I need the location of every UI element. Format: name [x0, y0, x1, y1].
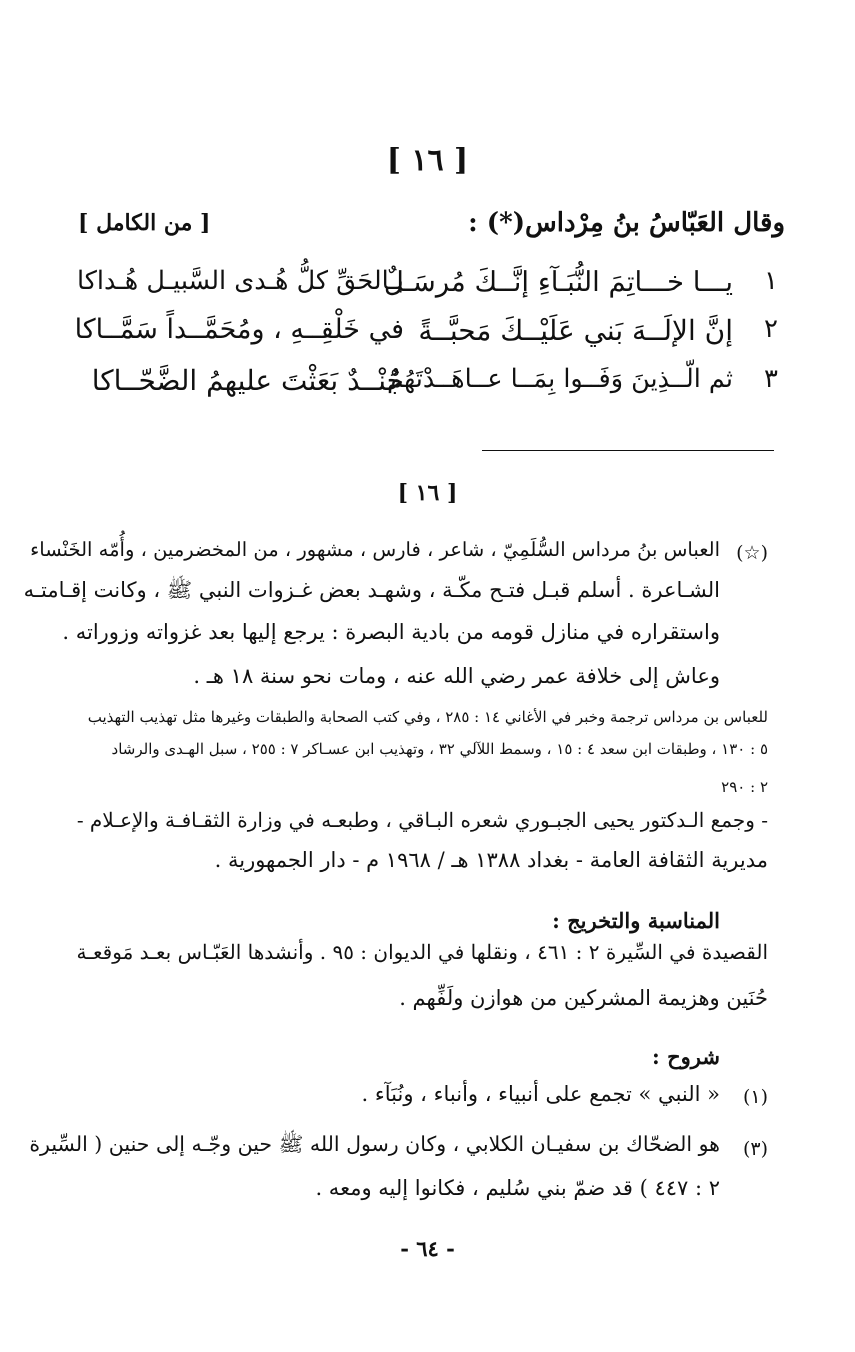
commentary-marker: (١) [742, 1086, 768, 1108]
collection-line: مديرية الثقافة العامة - بغداد ١٣٨٨ هـ / ١٩٦٨ م - دار الجمهورية . [214, 848, 768, 872]
verse-second-hemistich: في خَلْقِــهِ ، ومُحَمَّــداً سَمَّــاكا [74, 314, 404, 345]
occasion-line: حُنَين وهزيمة المشركين من هوازن ولَفِّهم . [399, 986, 768, 1010]
footnote-line: وعاش إلى خلافة عمر رضي الله عنه ، ومات نحو سنة ١٨ هـ . [193, 664, 720, 688]
verse-second-hemistich: بـالحَقِّ كلُّ هُـدى السَّبيـل هُـداكا [76, 266, 404, 296]
commentary-line: هو الضحّاك بن سفيـان الكلابي ، وكان رسول الله ﷺ حين وجّـه إلى حنين ( السِّيرة [29, 1132, 720, 1156]
notes-section [23, 530, 768, 1230]
footnote-marker: (☆) [736, 542, 768, 564]
footnote-line: العباس بنُ مرداس السُّلَمِيّ ، شاعر ، فارس ، مشهور ، من المخضرمين ، وأُمّه الخَنْساء [30, 538, 720, 561]
poem-intro: وقال العَبّاسُ بنُ مِرْداس(*) : [468, 208, 785, 238]
commentary-heading: شروح : [652, 1044, 720, 1069]
commentary-marker: (٣) [742, 1138, 768, 1160]
poem-number: [ ١٦ ] [386, 143, 469, 178]
verse-first-hemistich: ثم الّــذِينَ وَفَــوا بِمَــا عــاهَــدْتَهُمْ [387, 364, 733, 394]
meter-label: [ من الكامل ] [78, 210, 211, 236]
footnote-line: الشـاعرة . أسلم قبـل فتـح مكّـة ، وشهـد بعض غـزوات النبي ﷺ ، وكانت إقـامتـه [23, 578, 720, 602]
verse-second-hemistich: جُنْــدٌ بَعَثْتَ عليهمُ الضَّحّــاكا [91, 364, 404, 397]
footnote-separator [482, 450, 774, 451]
notes-poem-number: [ ١٦ ] [397, 480, 458, 506]
verse-number: ٢ [764, 314, 778, 344]
reference-line: ٢ : ٢٩٠ [721, 778, 768, 796]
commentary-line: « النبي » تجمع على أنبياء ، وأنباء ، ونُبَآء . [361, 1082, 720, 1106]
footnote-line: واستقراره في منازل قومه من بادية البصرة : يرجع إليها بعد غزواته وزوراته . [62, 620, 720, 644]
verse-first-hemistich: يـــا خـــاتِمَ النُّبَـآءِ إنَّــكَ مُرسَـلٌ [383, 266, 733, 298]
verse-number: ٣ [764, 364, 778, 394]
verse-number: ١ [764, 266, 778, 296]
verse-first-hemistich: إنَّ الإلَــهَ بَني عَلَيْــكَ مَحبَّــةً [418, 314, 733, 347]
verse-row [60, 314, 785, 360]
reference-line: للعباس بن مرداس ترجمة وخبر في الأغاني ١٤ : ٢٨٥ ، وفي كتب الصحابة والطبقات وغيرها مثل تهذيب التهذيب [87, 708, 768, 726]
occasion-heading: المناسبة والتخريج : [552, 908, 720, 933]
reference-line: ٥ : ١٣٠ ، وطبقات ابن سعد ٤ : ١٥ ، وسمط اللآلي ٣٢ ، وتهذيب ابن عسـاكر ٧ : ٢٥٥ ، سبل الهـدى والرشاد [111, 740, 768, 758]
collection-line: - وجمع الـدكتور يحيى الجبـوري شعره البـاقي ، وطبعـه في وزارة الثقـافـة والإعـلام - [76, 808, 768, 832]
verse-row [60, 266, 785, 312]
occasion-line: القصيدة في السِّيرة ٢ : ٤٦١ ، ونقلها في الديوان : ٩٥ . وأنشدها العَبّـاس بعـد مَوقعـة [76, 940, 768, 964]
page-number: - ٦٤ - [400, 1236, 455, 1261]
verse-row [60, 364, 785, 410]
commentary-line: ٢ : ٤٤٧ ) قد ضمّ بني سُليم ، فكانوا إليه ومعه . [315, 1176, 720, 1200]
